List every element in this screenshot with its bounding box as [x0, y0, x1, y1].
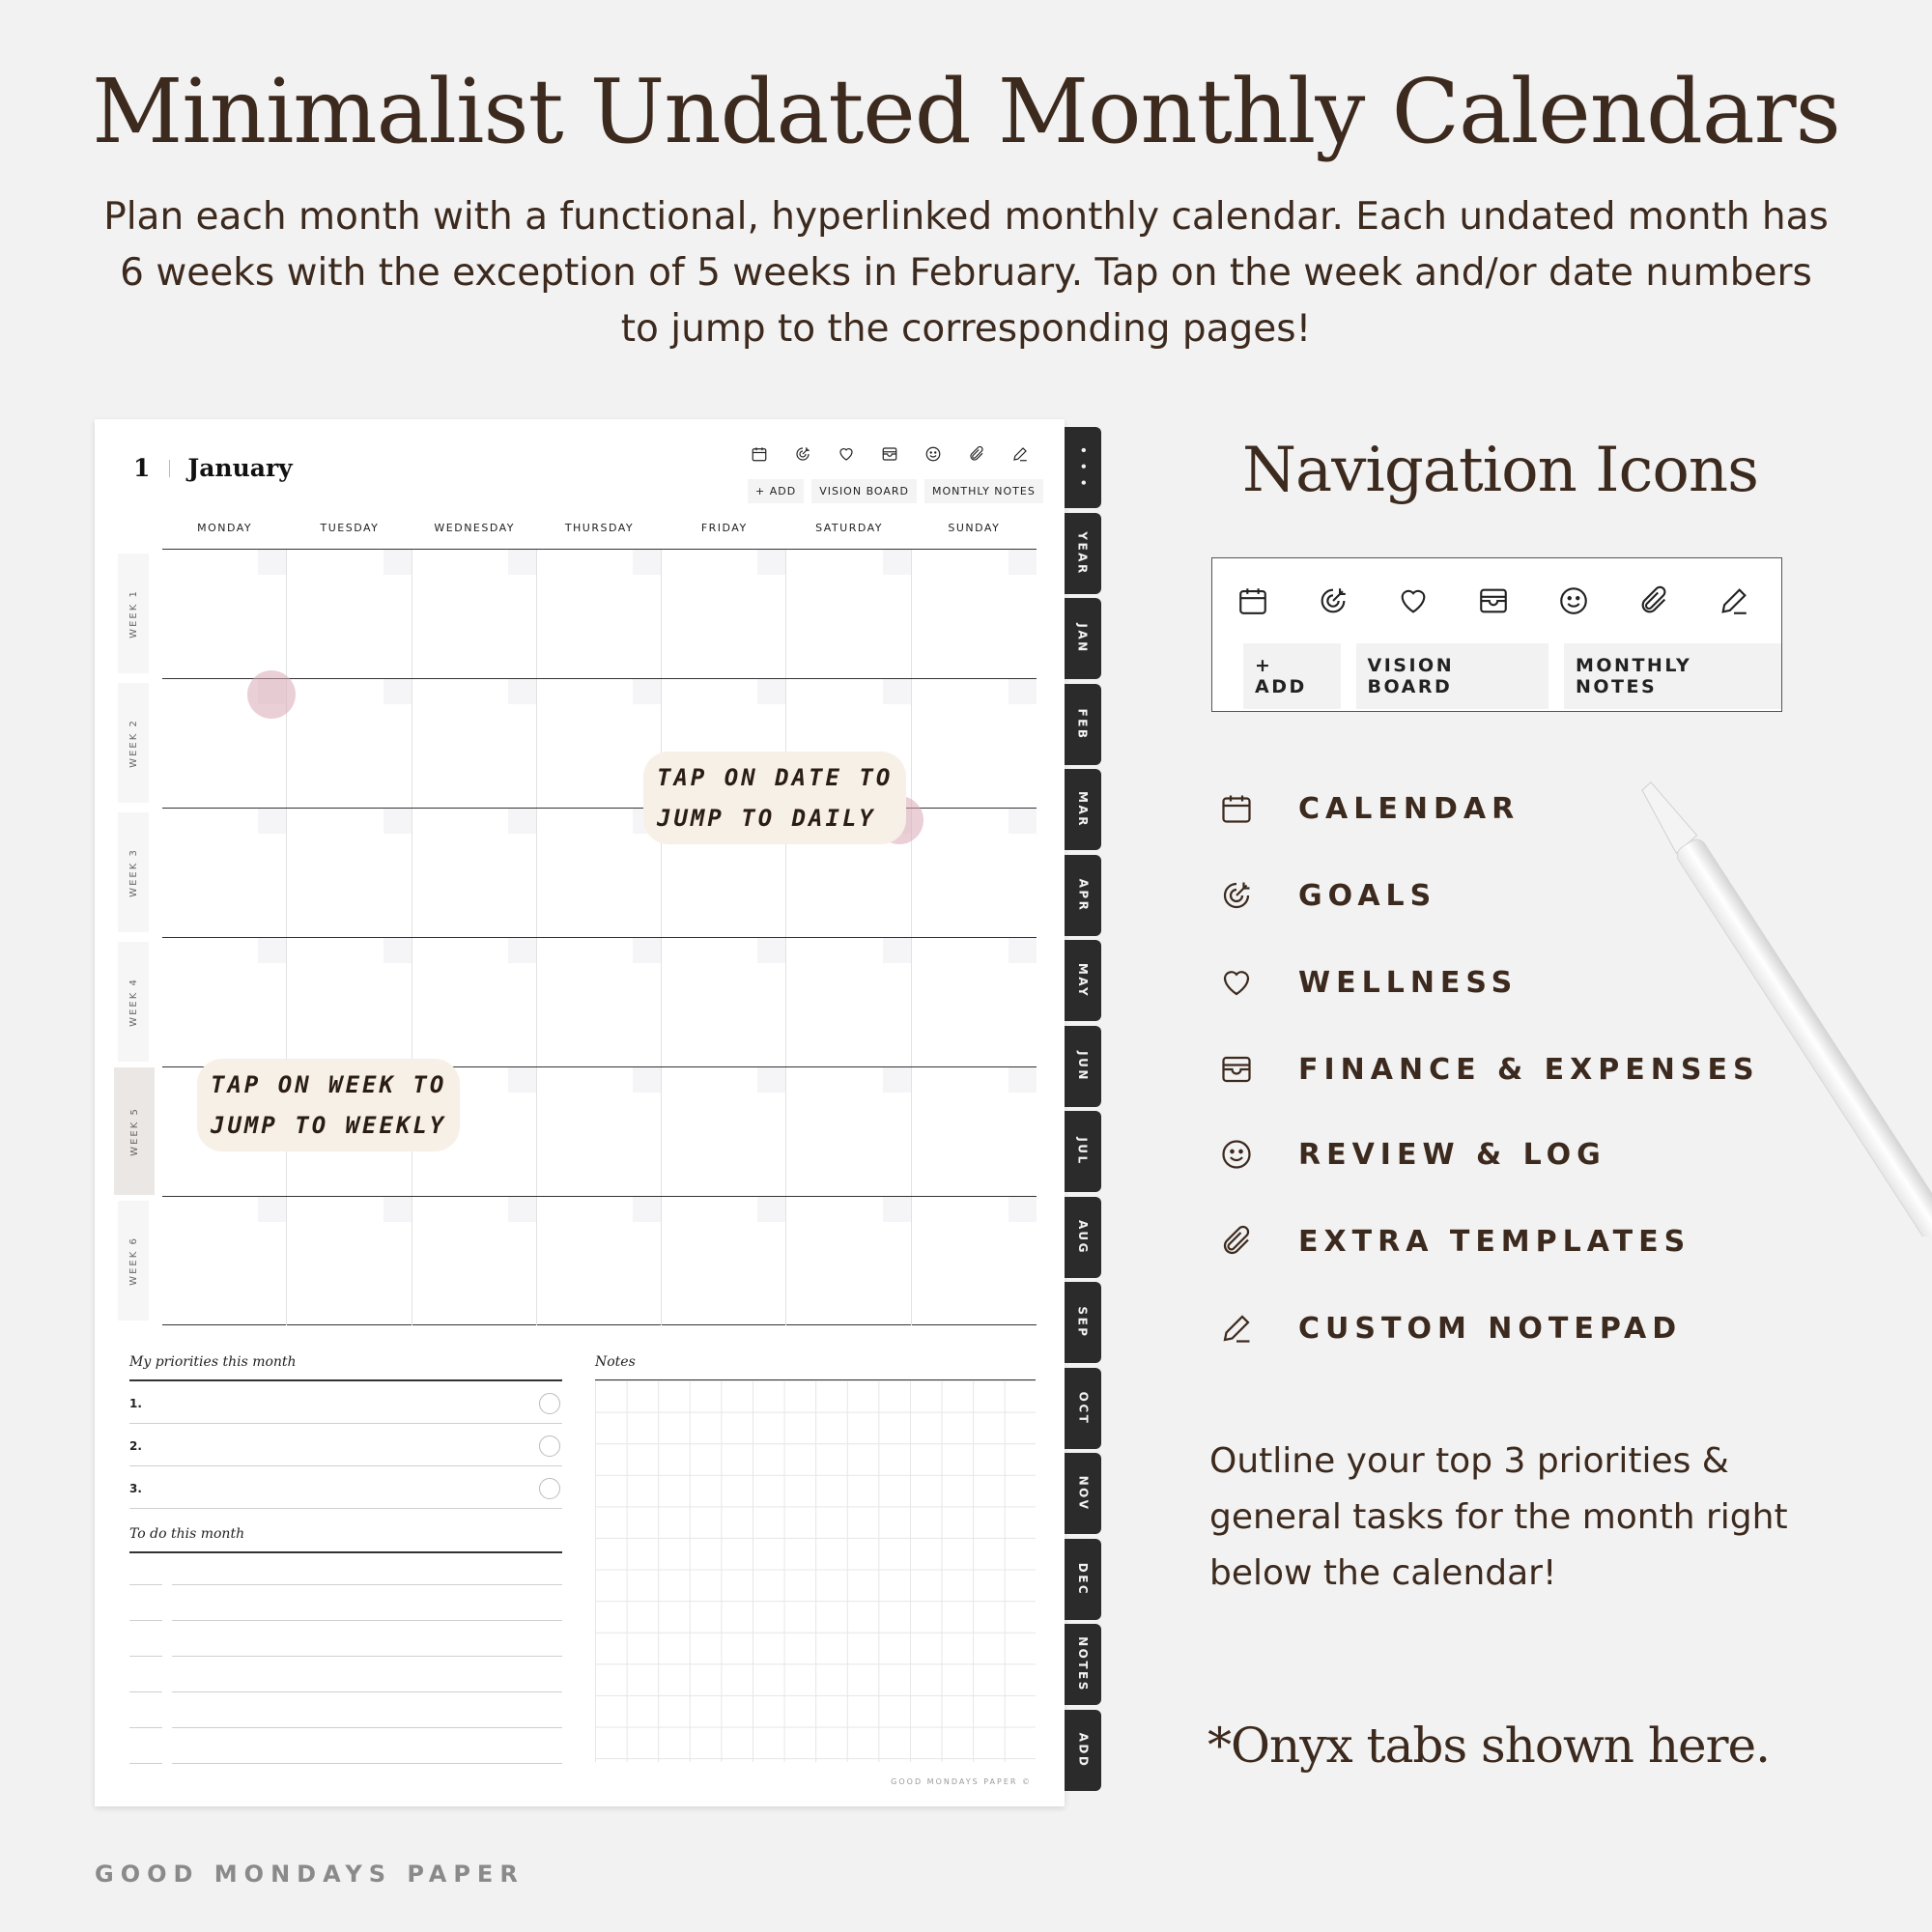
day-cell[interactable] [537, 809, 662, 937]
day-cell[interactable] [412, 1197, 537, 1325]
date-number-link[interactable] [508, 809, 536, 834]
calendar-icon [1215, 787, 1258, 830]
date-number-link[interactable] [1009, 1197, 1037, 1222]
date-number-link[interactable] [384, 809, 412, 834]
todo-label: To do this month [129, 1526, 245, 1542]
todo-line[interactable] [129, 1584, 562, 1585]
tap-indicator [247, 670, 296, 719]
week-label: WEEK 3 [128, 847, 139, 897]
week-row [162, 549, 1037, 678]
tab-jan[interactable] [1065, 598, 1101, 679]
nav-title: Navigation Icons [1242, 435, 1758, 506]
date-number-link[interactable] [1009, 550, 1037, 575]
day-label: FRIDAY [700, 522, 748, 534]
day-cell[interactable] [662, 938, 786, 1066]
week-6-link[interactable] [118, 1201, 149, 1321]
day-label: MONDAY [197, 522, 253, 534]
day-cell[interactable] [412, 550, 537, 678]
tab-[interactable] [1065, 427, 1101, 508]
legend-label: REVIEW & LOG [1298, 1137, 1606, 1172]
todo-line[interactable] [129, 1727, 562, 1728]
pencil-icon [1713, 580, 1755, 622]
date-number-link[interactable] [508, 1067, 536, 1093]
nav-preview-icons [1232, 580, 1755, 622]
day-cell[interactable] [412, 679, 537, 808]
checkbox[interactable] [539, 1435, 560, 1457]
day-cell[interactable] [537, 1067, 662, 1196]
day-cell[interactable] [412, 938, 537, 1066]
day-label: SATURDAY [815, 522, 884, 534]
goals-icon [1312, 580, 1354, 622]
date-number-link[interactable] [883, 938, 911, 963]
date-number-link[interactable] [384, 550, 412, 575]
date-number-link[interactable] [757, 938, 785, 963]
paperclip-icon[interactable] [961, 439, 991, 469]
page-title: Minimalist Undated Monthly Calendars [92, 60, 1840, 163]
day-cell[interactable] [912, 809, 1037, 937]
smiley-icon [1215, 1133, 1258, 1176]
month-name: January [187, 454, 293, 482]
sticker-line: TAP ON DATE TO [657, 764, 894, 791]
day-cell[interactable] [912, 1197, 1037, 1325]
week-row [162, 1196, 1037, 1325]
week-label: WEEK 4 [128, 977, 139, 1027]
date-tip-sticker [643, 752, 906, 844]
date-number-link[interactable] [757, 1197, 785, 1222]
vision-board-button[interactable]: VISION BOARD [811, 479, 917, 503]
day-label: SUNDAY [948, 522, 1001, 534]
date-number-link[interactable] [757, 1067, 785, 1093]
tab-may[interactable] [1065, 940, 1101, 1021]
tab-label: FEB [1075, 707, 1090, 741]
tab-year[interactable] [1065, 513, 1101, 594]
legend-label: GOALS [1298, 878, 1437, 913]
date-number-link[interactable] [1009, 679, 1037, 704]
heart-icon [1215, 961, 1258, 1004]
notes-label: Notes [595, 1354, 636, 1370]
week-2-link[interactable] [118, 683, 149, 803]
date-number-link[interactable] [258, 550, 286, 575]
tab-label: NOV [1076, 1475, 1090, 1512]
add-button: + ADD [1243, 643, 1341, 709]
day-cell[interactable] [787, 1067, 912, 1196]
smiley-icon[interactable] [918, 439, 948, 469]
day-cell[interactable] [537, 938, 662, 1066]
date-number-link[interactable] [258, 1197, 286, 1222]
tab-label: MAR [1076, 791, 1090, 828]
week-label: WEEK 1 [128, 588, 139, 639]
tab-label: ADD [1076, 1732, 1090, 1768]
date-number-link[interactable] [883, 1197, 911, 1222]
page-footer: GOOD MONDAYS PAPER © [891, 1777, 1032, 1786]
tab-label: DEC [1076, 1562, 1090, 1596]
day-cell[interactable] [912, 1067, 1037, 1196]
day-label: THURSDAY [564, 522, 635, 534]
tab-label: JUL [1075, 1137, 1090, 1166]
tab-add[interactable] [1065, 1710, 1101, 1791]
day-cell[interactable] [162, 550, 287, 678]
day-cell[interactable] [787, 1197, 912, 1325]
date-number-link[interactable] [1009, 938, 1037, 963]
date-number-link[interactable] [633, 938, 661, 963]
pencil-icon [1215, 1307, 1258, 1350]
tab-label: SEP [1075, 1306, 1090, 1339]
priority-number: 1. [129, 1397, 142, 1410]
tab-label: JUN [1075, 1050, 1090, 1082]
wallet-icon [1472, 580, 1515, 622]
week-5-link[interactable] [114, 1067, 155, 1195]
day-cell[interactable] [912, 550, 1037, 678]
sticker-line: JUMP TO DAILY [657, 805, 876, 832]
tab-label: AUG [1075, 1219, 1090, 1255]
paperclip-icon [1215, 1220, 1258, 1263]
week-label: WEEK 6 [128, 1236, 139, 1286]
calendar-grid [162, 549, 1037, 1325]
day-cell[interactable] [287, 1197, 412, 1325]
day-cell[interactable] [662, 1067, 786, 1196]
date-number-link[interactable] [883, 550, 911, 575]
date-number-link[interactable] [1009, 809, 1037, 834]
nav-preview-buttons [1243, 643, 1781, 709]
pencil-icon[interactable] [1005, 439, 1035, 469]
tab-label: YEAR [1076, 530, 1091, 576]
sticker-line: JUMP TO WEEKLY [211, 1112, 447, 1139]
week-1-link[interactable] [118, 554, 149, 673]
legend-label: CUSTOM NOTEPAD [1298, 1311, 1683, 1346]
checkbox[interactable] [539, 1478, 560, 1499]
tab-label: NOTES [1076, 1636, 1090, 1692]
day-cell[interactable] [412, 809, 537, 937]
nav-preview-box [1211, 557, 1782, 712]
week-labels [114, 549, 153, 1325]
outline-description: Outline your top 3 priorities & general tasks for the month right below the calendar! [1209, 1441, 1788, 1593]
divider [129, 1551, 562, 1553]
priority-number: 2. [129, 1439, 142, 1453]
tab-jun[interactable] [1065, 1026, 1101, 1107]
priority-number: 3. [129, 1482, 142, 1495]
day-cell[interactable] [662, 1197, 786, 1325]
brand-footer: GOOD MONDAYS PAPER [95, 1861, 525, 1888]
tab-sep[interactable] [1065, 1282, 1101, 1363]
date-number-link[interactable] [757, 679, 785, 704]
sticker-line: TAP ON WEEK TO [211, 1071, 447, 1098]
month-number: 1 [133, 454, 151, 482]
tab-aug[interactable] [1065, 1197, 1101, 1278]
day-cell[interactable] [537, 550, 662, 678]
tab-label: MAY [1076, 962, 1090, 999]
add-button[interactable]: + ADD [748, 479, 804, 503]
date-number-link[interactable] [384, 1197, 412, 1222]
legend-item [1215, 1307, 1795, 1350]
date-number-link[interactable] [508, 1197, 536, 1222]
priorities-label: My priorities this month [129, 1354, 297, 1370]
date-number-link[interactable] [1009, 1067, 1037, 1093]
onyx-note: *Onyx tabs shown here. [1208, 1718, 1771, 1774]
tab-jul[interactable] [1065, 1111, 1101, 1192]
monthly-notes-button[interactable]: MONTHLY NOTES [924, 479, 1043, 503]
checkbox[interactable] [539, 1393, 560, 1414]
tab-feb[interactable] [1065, 684, 1101, 765]
week-label: WEEK 5 [128, 1106, 140, 1156]
page-buttons [748, 479, 1043, 503]
tab-label: OCT [1075, 1391, 1090, 1425]
heart-icon[interactable] [831, 439, 861, 469]
legend-label: WELLNESS [1298, 965, 1519, 1000]
tab-oct[interactable] [1065, 1368, 1101, 1449]
paperclip-icon [1633, 580, 1675, 622]
calendar-icon[interactable] [744, 439, 774, 469]
tab-mar[interactable] [1065, 769, 1101, 850]
todo-line[interactable] [129, 1691, 562, 1692]
todo-line[interactable] [129, 1620, 562, 1621]
date-number-link[interactable] [633, 679, 661, 704]
date-number-link[interactable] [883, 679, 911, 704]
day-cell[interactable] [162, 938, 287, 1066]
wallet-icon [1215, 1048, 1258, 1091]
date-number-link[interactable] [883, 1067, 911, 1093]
legend-label: EXTRA TEMPLATES [1298, 1224, 1691, 1259]
month-header [133, 454, 293, 482]
calendar-icon [1232, 580, 1274, 622]
tab-label: • • • [1076, 446, 1090, 489]
tab-dec[interactable] [1065, 1539, 1101, 1620]
date-number-link[interactable] [258, 809, 286, 834]
day-cell[interactable] [162, 809, 287, 937]
stylus-pencil-image [1623, 773, 1932, 1236]
day-cell[interactable] [537, 1197, 662, 1325]
day-cell[interactable] [912, 679, 1037, 808]
date-number-link[interactable] [508, 679, 536, 704]
day-cell[interactable] [162, 1197, 287, 1325]
date-number-link[interactable] [633, 550, 661, 575]
date-number-link[interactable] [258, 938, 286, 963]
smiley-icon [1552, 580, 1595, 622]
date-number-link[interactable] [757, 550, 785, 575]
week-4-link[interactable] [118, 942, 149, 1062]
tab-nov[interactable] [1065, 1453, 1101, 1534]
vision-board-button: VISION BOARD [1356, 643, 1548, 709]
priority-item[interactable] [129, 1466, 562, 1509]
day-cell[interactable] [787, 550, 912, 678]
date-number-link[interactable] [633, 1067, 661, 1093]
tab-label: JAN [1075, 623, 1090, 654]
week-3-link[interactable] [118, 812, 149, 932]
priority-item[interactable] [129, 1424, 562, 1466]
subtitle: Plan each month with a functional, hyperlinked monthly calendar. Each undated month has 6 weeks with the exception of 5 weeks in February. Tap on the week and/or date numbers to jump to the corresponding pages! [103, 195, 1829, 351]
legend-label: CALENDAR [1298, 791, 1520, 826]
tab-apr[interactable] [1065, 855, 1101, 936]
day-cell[interactable] [287, 938, 412, 1066]
legend-label: FINANCE & EXPENSES [1298, 1052, 1760, 1087]
day-label: WEDNESDAY [434, 522, 516, 534]
page-nav-icons [744, 439, 1035, 469]
weekday-header [162, 522, 1037, 534]
date-number-link[interactable] [384, 938, 412, 963]
week-row [162, 937, 1037, 1066]
week-label: WEEK 2 [128, 718, 139, 768]
date-number-link[interactable] [508, 938, 536, 963]
day-cell[interactable] [287, 550, 412, 678]
planner-page [95, 419, 1065, 1806]
monthly-notes-button: MONTHLY NOTES [1564, 643, 1781, 709]
day-cell[interactable] [787, 938, 912, 1066]
todo-line[interactable] [129, 1656, 562, 1657]
goals-icon[interactable] [787, 439, 817, 469]
todo-line[interactable] [129, 1763, 562, 1764]
day-cell[interactable] [662, 550, 786, 678]
day-cell[interactable] [287, 679, 412, 808]
day-cell[interactable] [912, 938, 1037, 1066]
wallet-icon[interactable] [874, 439, 904, 469]
day-label: TUESDAY [320, 522, 380, 534]
date-number-link[interactable] [633, 1197, 661, 1222]
tab-label: APR [1075, 878, 1090, 912]
priority-item[interactable] [129, 1381, 562, 1424]
week-tip-sticker [197, 1059, 460, 1151]
heart-icon [1392, 580, 1435, 622]
day-cell[interactable] [287, 809, 412, 937]
divider [169, 460, 170, 477]
date-number-link[interactable] [508, 550, 536, 575]
tab-notes[interactable] [1065, 1624, 1101, 1705]
notes-grid[interactable] [595, 1379, 1036, 1762]
goals-icon [1215, 874, 1258, 917]
date-number-link[interactable] [384, 679, 412, 704]
